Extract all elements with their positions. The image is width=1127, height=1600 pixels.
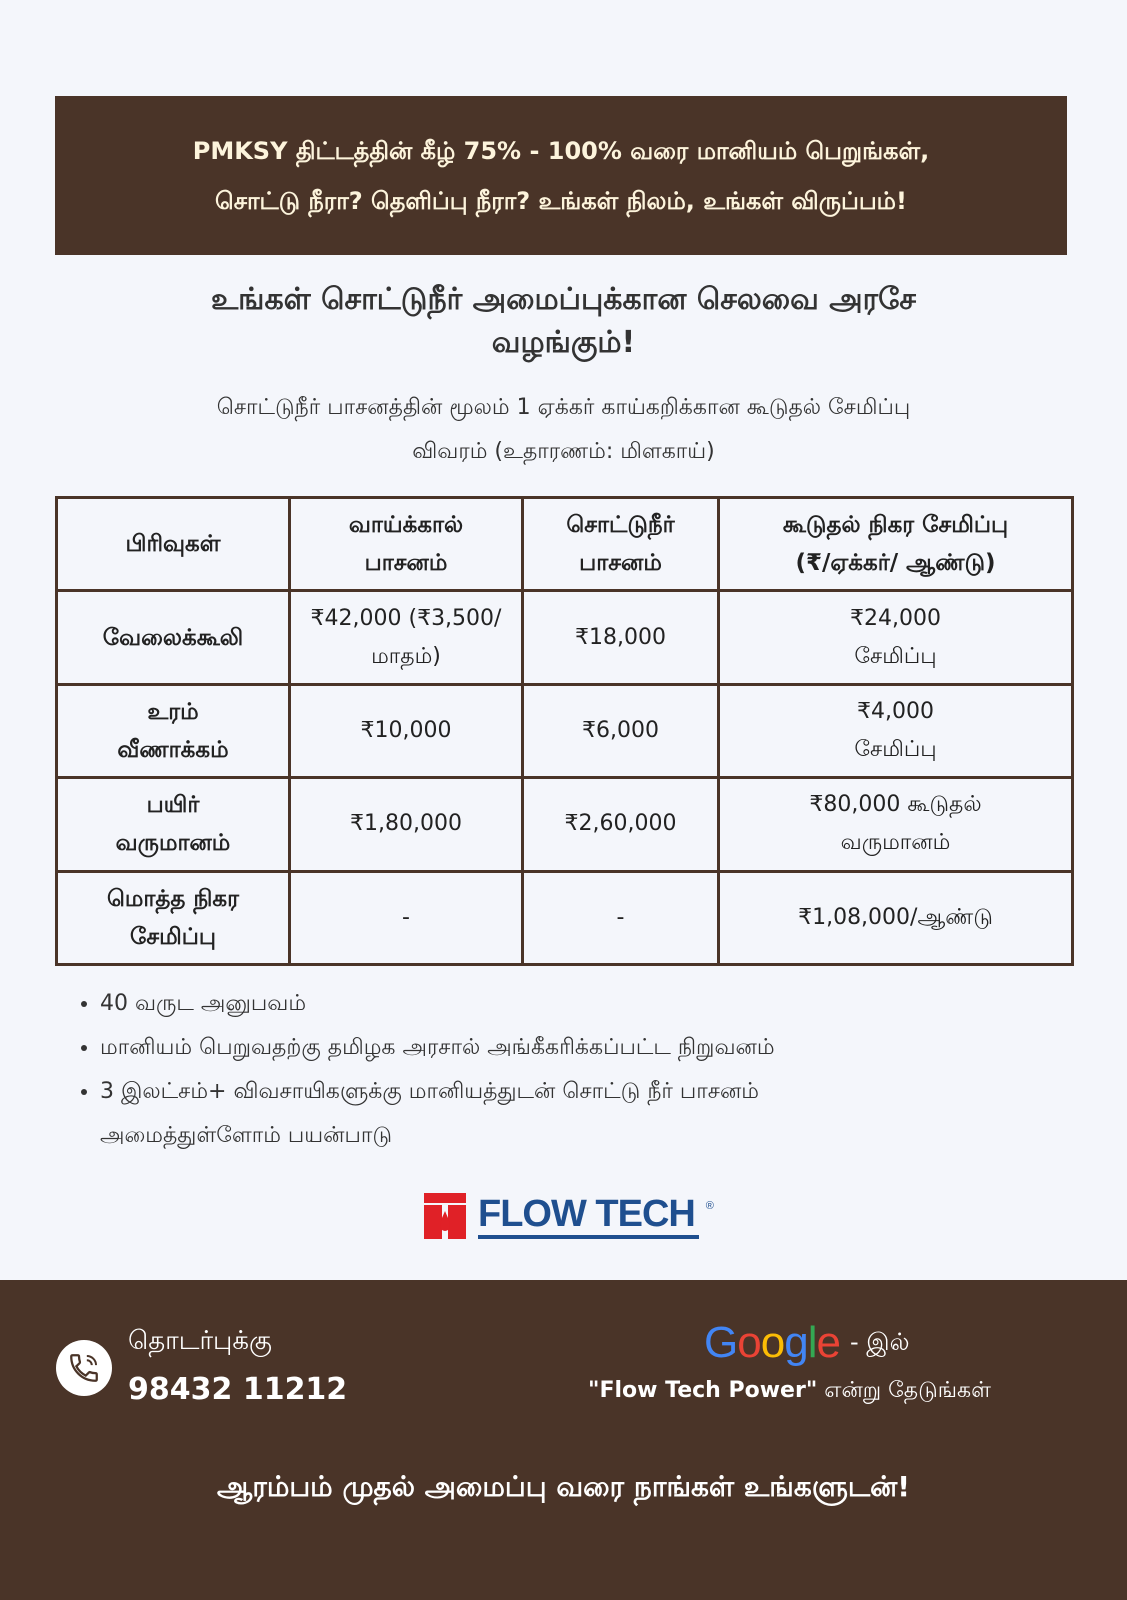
google-suffix: - இல் [849,1327,910,1356]
column-header: சொட்டுநீர் பாசனம் [523,498,719,591]
google-letter: G [704,1318,738,1367]
saving-cell: ₹1,08,000/ஆண்டு [719,871,1073,964]
row-category: உரம் வீணாக்கம் [57,684,290,777]
contact-label: தொடர்புக்கு [128,1326,272,1356]
table-header-row [57,498,1073,591]
page-heading [60,278,1067,364]
search-term: "Flow Tech Power" [588,1378,818,1403]
canal-cell: - [290,871,523,964]
canal-cell: ₹10,000 [290,684,523,777]
footer-tagline: ஆரம்பம் முதல் அமைப்பு வரை நாங்கள் உங்களுடன்! [216,1470,911,1503]
google-letter: e [816,1318,840,1367]
row-category: பயிர் வருமானம் [57,778,290,871]
search-suffix: என்று தேடுங்கள் [817,1378,991,1403]
row-category: வேலைக்கூலி [57,591,290,684]
offer-banner [55,96,1067,255]
row-category: மொத்த நிகர சேமிப்பு [57,871,290,964]
heading-line-2: வழங்கும்! [491,325,636,360]
canal-cell: ₹42,000 (₹3,500/ மாதம்) [290,591,523,684]
google-logo [704,1318,840,1368]
contact-footer [0,1280,1127,1600]
phone-icon[interactable] [56,1340,112,1396]
column-header: பிரிவுகள் [57,498,290,591]
canal-cell: ₹1,80,000 [290,778,523,871]
phone-number[interactable]: 98432 11212 [128,1372,348,1407]
table-row [57,684,1073,777]
banner-line-2: சொட்டு நீரா? தெளிப்பு நீரா? உங்கள் நிலம், உங்கள் விருப்பம்! [215,186,907,215]
feature-list [70,982,1080,1158]
cost-comparison-table [55,496,1074,966]
drip-cell: ₹6,000 [523,684,719,777]
column-header: கூடுதல் நிகர சேமிப்பு (₹/ஏக்கர்/ ஆண்டு) [719,498,1073,591]
flow-tech-logo [424,1188,713,1244]
water-drop-icon [424,1193,466,1239]
google-letter: g [784,1318,808,1367]
list-item: • மானியம் பெறுவதற்கு தமிழக அரசால் அங்கீகரிக்கப்பட்ட நிறுவனம் [100,1026,1080,1070]
table-row [57,591,1073,684]
saving-cell: ₹4,000 சேமிப்பு [719,684,1073,777]
heading-line-1: உங்கள் சொட்டுநீர் அமைப்புக்கான செலவை அரசே [210,282,917,317]
caption-line-2: விவரம் (உதாரணம்: மிளகாய்) [412,439,715,464]
google-letter: l [807,1318,817,1367]
caption-line-1: சொட்டுநீர் பாசனத்தின் மூலம் 1 ஏக்கர் காய்கறிக்கான கூடுதல் சேமிப்பு [216,395,911,420]
saving-cell: ₹24,000 சேமிப்பு [719,591,1073,684]
drip-cell: ₹2,60,000 [523,778,719,871]
drip-cell: - [523,871,719,964]
column-header: வாய்க்கால் பாசனம் [290,498,523,591]
logo-wordmark: FLOW TECH ® [478,1193,699,1239]
drip-cell: ₹18,000 [523,591,719,684]
table-caption [60,386,1067,474]
list-item: • 3 இலட்சம்+ விவசாயிகளுக்கு மானியத்துடன் சொட்டு நீர் பாசனம் அமைத்துள்ளோம் பயன்பாடு [100,1070,1080,1158]
table-row [57,871,1073,964]
table-row [57,778,1073,871]
saving-cell: ₹80,000 கூடுதல் வருமானம் [719,778,1073,871]
google-letter: o [737,1318,761,1367]
banner-line-1: PMKSY திட்டத்தின் கீழ் 75% - 100% வரை மானியம் பெறுங்கள், [192,136,930,165]
search-instruction [588,1378,991,1406]
google-search-hint [704,1318,910,1368]
registered-mark: ® [705,1200,713,1212]
google-letter: o [760,1318,785,1367]
list-item: • 40 வருட அனுபவம் [100,982,1080,1026]
